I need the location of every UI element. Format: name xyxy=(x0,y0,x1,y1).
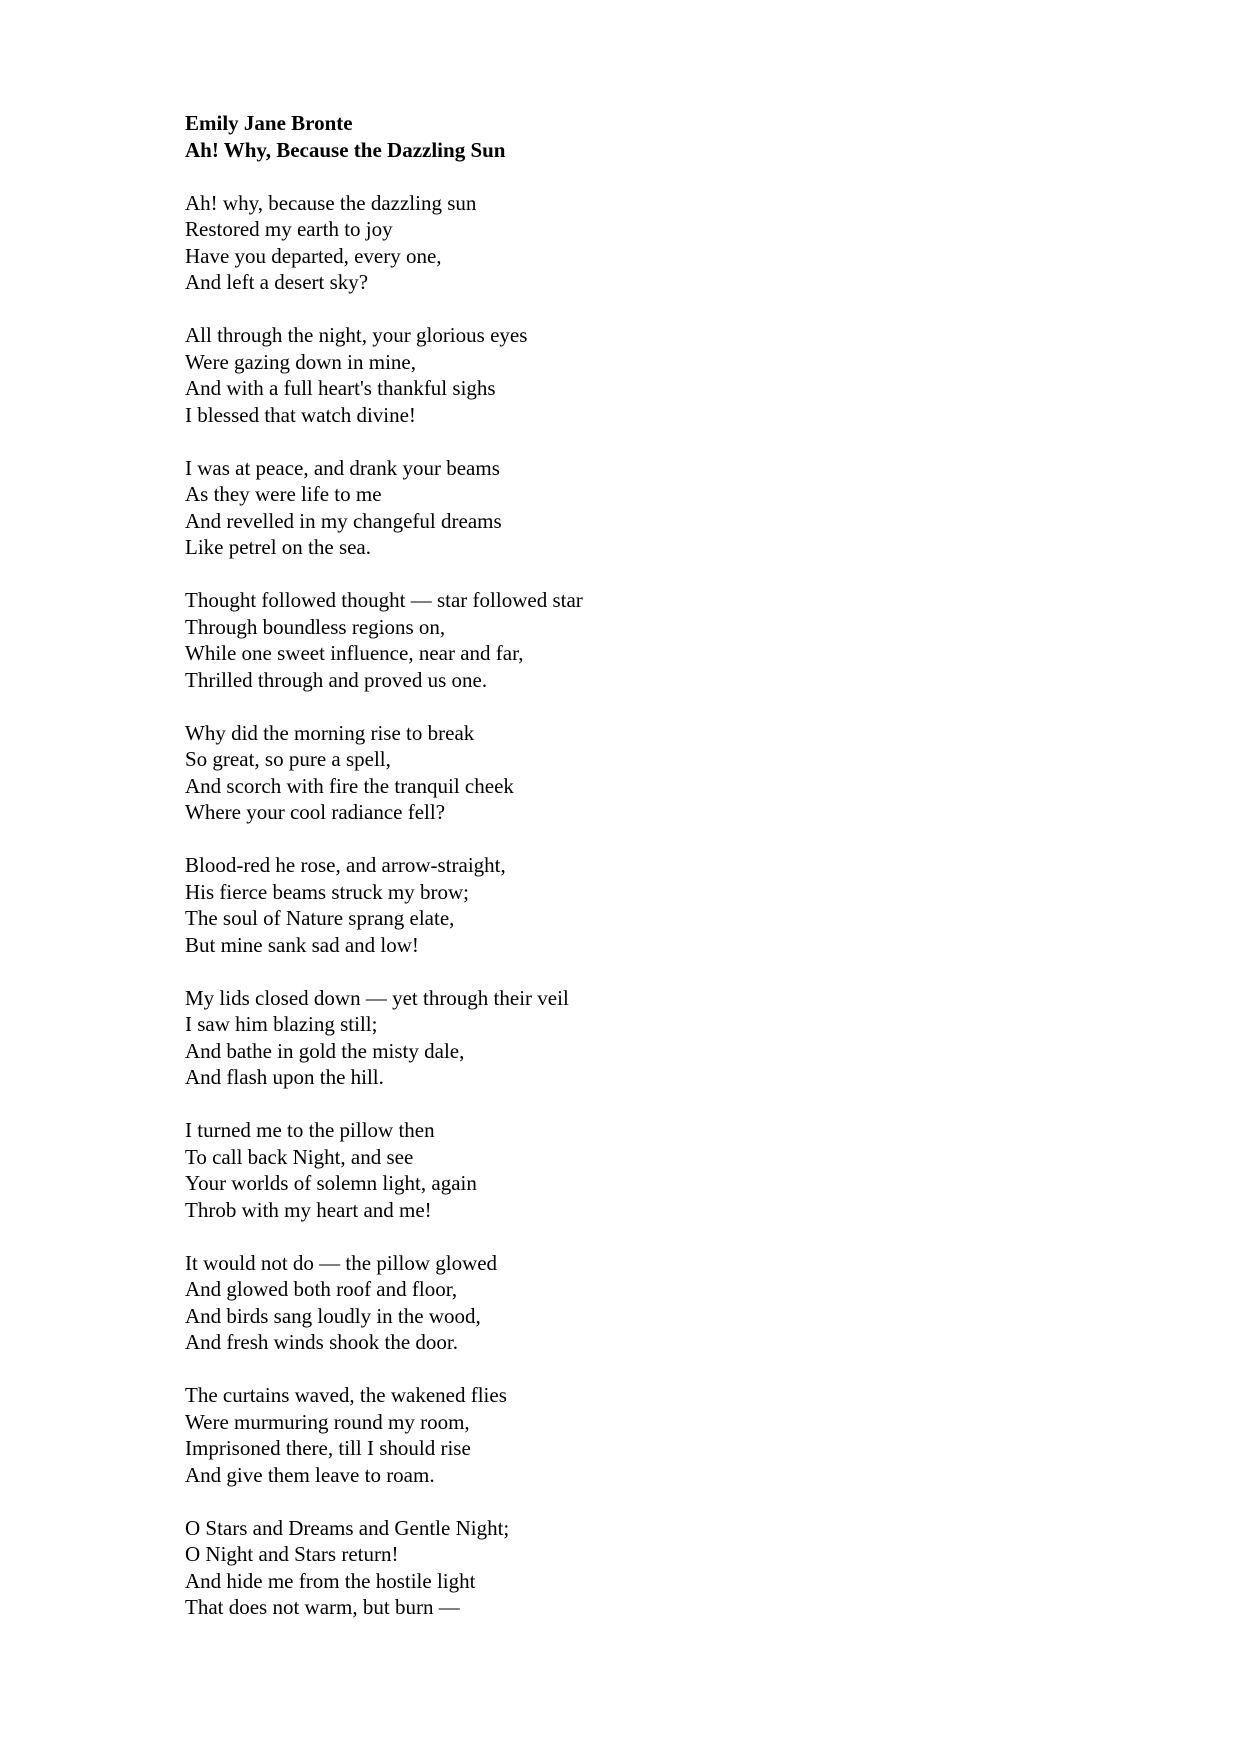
stanza xyxy=(185,1382,1085,1488)
author-name: Emily Jane Bronte xyxy=(185,111,353,135)
poem-line: And left a desert sky? xyxy=(185,270,369,294)
poem-line: Blood-red he rose, and arrow-straight, xyxy=(185,853,506,877)
stanza xyxy=(185,455,1085,561)
poem-line: Where your cool radiance fell? xyxy=(185,800,446,824)
poem-line: Restored my earth to joy xyxy=(185,217,393,241)
stanza xyxy=(185,1250,1085,1356)
poem-line: Imprisoned there, till I should rise xyxy=(185,1436,471,1460)
stanza xyxy=(185,587,1085,693)
poem-line: All through the night, your glorious eyes xyxy=(185,323,528,347)
poem-line: And flash upon the hill. xyxy=(185,1065,384,1089)
poem-line: And fresh winds shook the door. xyxy=(185,1330,458,1354)
poem-heading xyxy=(185,110,1085,163)
poem-line: To call back Night, and see xyxy=(185,1144,414,1169)
poem-line: And hide me from the hostile light xyxy=(185,1568,476,1593)
poem-line: O Stars and Dreams and Gentle Night; xyxy=(185,1515,510,1540)
poem-line: So great, so pure a spell, xyxy=(185,747,391,771)
stanza xyxy=(185,720,1085,826)
poem-line: And birds sang loudly in the wood, xyxy=(185,1303,481,1328)
poem-title: Ah! Why, Because the Dazzling Sun xyxy=(185,137,506,162)
poem-body xyxy=(185,190,1085,1621)
poem-line: And glowed both roof and floor, xyxy=(185,1277,458,1301)
poem-line: While one sweet influence, near and far, xyxy=(185,641,524,665)
stanza xyxy=(185,1117,1085,1223)
poem-line: I was at peace, and drank your beams xyxy=(185,455,500,480)
poem-line: Were gazing down in mine, xyxy=(185,349,416,374)
poem-line: Ah! why, because the dazzling sun xyxy=(185,190,477,215)
poem-line: That does not warm, but burn — xyxy=(185,1595,460,1619)
poem-line: Have you departed, every one, xyxy=(185,243,442,268)
poem-line: The soul of Nature sprang elate, xyxy=(185,906,455,930)
poem-line: O Night and Stars return! xyxy=(185,1542,399,1566)
stanza xyxy=(185,1515,1085,1621)
poem-line: I saw him blazing still; xyxy=(185,1012,378,1036)
poem-line: His fierce beams struck my brow; xyxy=(185,879,470,904)
poem-line: And revelled in my changeful dreams xyxy=(185,508,502,533)
poem-line: The curtains waved, the wakened flies xyxy=(185,1383,507,1407)
poem-line: And give them leave to roam. xyxy=(185,1462,435,1487)
poem-line: And with a full heart's thankful sighs xyxy=(185,376,496,400)
poem-line: Thought followed thought — star followed star xyxy=(185,588,583,612)
poem-line: Thrilled through and proved us one. xyxy=(185,667,488,692)
poem-line: Were murmuring round my room, xyxy=(185,1409,470,1434)
stanza xyxy=(185,852,1085,958)
poem-line: And scorch with fire the tranquil cheek xyxy=(185,773,514,798)
poem-line: I turned me to the pillow then xyxy=(185,1118,435,1142)
poem-line: But mine sank sad and low! xyxy=(185,932,419,957)
poem-line: Your worlds of solemn light, again xyxy=(185,1171,477,1195)
poem-line: As they were life to me xyxy=(185,482,382,506)
poem-line: It would not do — the pillow glowed xyxy=(185,1250,498,1275)
poem-line: I blessed that watch divine! xyxy=(185,402,416,427)
stanza xyxy=(185,322,1085,428)
stanza xyxy=(185,985,1085,1091)
poem-line: My lids closed down — yet through their veil xyxy=(185,985,569,1010)
poem-line: Throb with my heart and me! xyxy=(185,1197,432,1222)
poem-line: Why did the morning rise to break xyxy=(185,720,475,745)
poem-line: Like petrel on the sea. xyxy=(185,535,372,559)
poem-line: Through boundless regions on, xyxy=(185,614,446,639)
stanza xyxy=(185,190,1085,296)
poem-line: And bathe in gold the misty dale, xyxy=(185,1038,465,1063)
poem-content xyxy=(185,110,1085,1621)
